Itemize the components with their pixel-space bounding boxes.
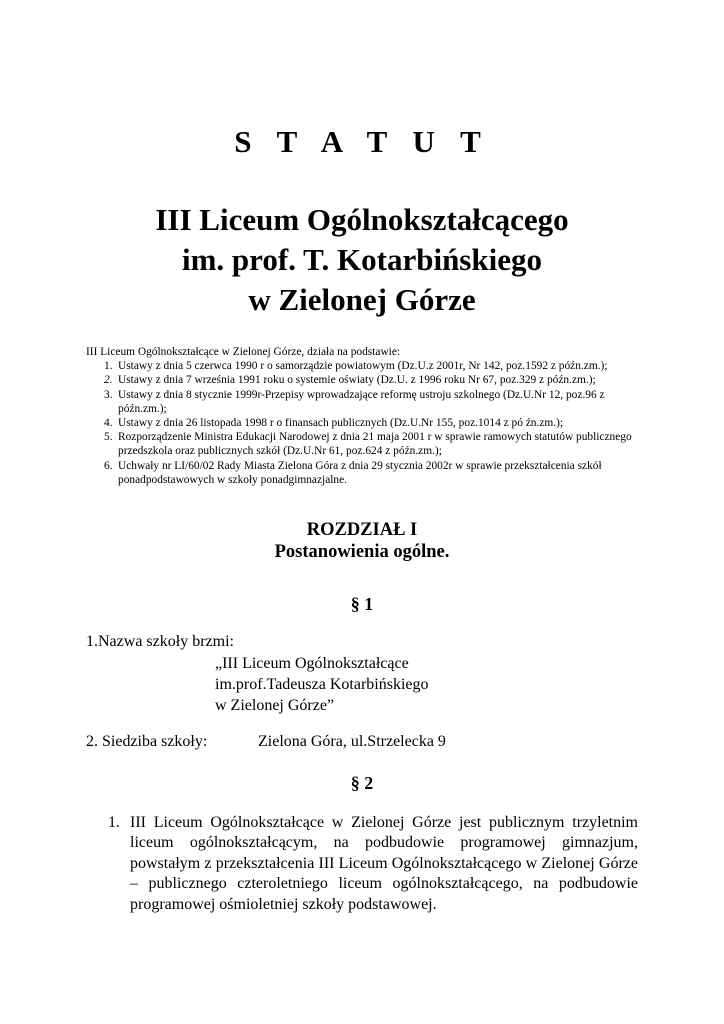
list-item — [86, 373, 646, 387]
list-item-number: 4. — [104, 417, 113, 430]
list-item-number: 5. — [104, 431, 113, 444]
legal-basis-list — [86, 359, 646, 487]
school-seat-value: Zielona Góra, ul.Strzelecka 9 — [258, 733, 446, 750]
list-item-text: Ustawy z dnia 5 czerwca 1990 r o samorządzie powiatowym (Dz.U.z 2001r, Nr 142, poz.1592 z późn.zm.); — [118, 360, 608, 373]
list-item — [86, 416, 646, 430]
document-title: S T A T U T — [234, 124, 490, 159]
legal-basis — [86, 345, 646, 487]
list-item-text: Ustawy z dnia 26 listopada 1998 r o finansach publicznych (Dz.U.Nr 155, poz.1014 z pó źn.zm.); — [118, 417, 564, 430]
legal-basis-intro: III Liceum Ogólnokształcące w Zielonej Górze, działa na podstawie: — [86, 346, 401, 358]
chapter-heading — [0, 519, 724, 563]
list-item-number: 1. — [104, 360, 113, 373]
school-name-line: im. prof. T. Kotarbińskiego — [182, 242, 542, 277]
list-item-number: 2. — [104, 374, 113, 387]
school-name-line: w Zielonej Górze — [248, 282, 476, 317]
chapter-subtitle: Postanowienia ogólne. — [274, 542, 450, 562]
chapter-title: ROZDZIAŁ I — [306, 520, 418, 540]
list-item-text: Ustawy z dnia 8 stycznie 1999r-Przepisy wprowadzające reformę ustroju szkolnego (Dz.U.Nr 12, poz.96 z późn.zm.); — [118, 388, 605, 415]
list-item-text: Rozporządzenie Ministra Edukacji Narodowej z dnia 21 maja 2001 r w sprawie ramowych statutów publicznego przedszkola oraz publicznych szkół (Dz.U.Nr 61, poz.624 z późn.zm.); — [118, 431, 632, 458]
list-item-text: Uchwały nr LI/60/02 Rady Miasta Zielona Góra z dnia 29 stycznia 2002r w sprawie przekształcenia szkół ponadpodstawowych w szkoły ponadgimnazjalne. — [118, 459, 602, 486]
list-item — [86, 359, 646, 373]
school-official-name — [215, 653, 428, 716]
list-item-number: 3. — [104, 388, 113, 401]
list-item-number: 6. — [104, 459, 113, 472]
official-name-line: „III Liceum Ogólnokształcące — [215, 655, 409, 672]
list-item — [86, 430, 646, 458]
section-2-mark: § 2 — [350, 773, 374, 793]
list-item — [86, 459, 646, 487]
school-name-heading — [0, 200, 724, 320]
section-2-paragraph — [108, 813, 638, 915]
school-name-label: 1.Nazwa szkoły brzmi: — [86, 633, 234, 650]
section-1-mark: § 1 — [350, 594, 374, 614]
list-item-text: Ustawy z dnia 7 września 1991 roku o systemie oświaty (Dz.U. z 1996 roku Nr 67, poz.329 z późn.zm.); — [118, 374, 596, 387]
paragraph-number: 1. — [108, 814, 120, 831]
list-item — [86, 388, 646, 416]
school-seat-label: 2. Siedziba szkoły: — [86, 733, 208, 750]
official-name-line: im.prof.Tadeusza Kotarbińskiego — [215, 676, 429, 693]
school-name-line: III Liceum Ogólnokształcącego — [155, 202, 569, 237]
paragraph-text: III Liceum Ogólnokształcące w Zielonej Górze jest publicznym trzyletnim liceum ogólnokształcącym, na podbudowie programowej gimnazjum, powstałym z przekształcenia III Liceum Ogólnokształcącego w Zielonej Górze – publicznego czteroletniego liceum ogólnokształcącego, na podbudowie programowej ośmioletniej szkoły podstawowej. — [130, 814, 638, 913]
official-name-line: w Zielonej Górze” — [215, 697, 335, 714]
